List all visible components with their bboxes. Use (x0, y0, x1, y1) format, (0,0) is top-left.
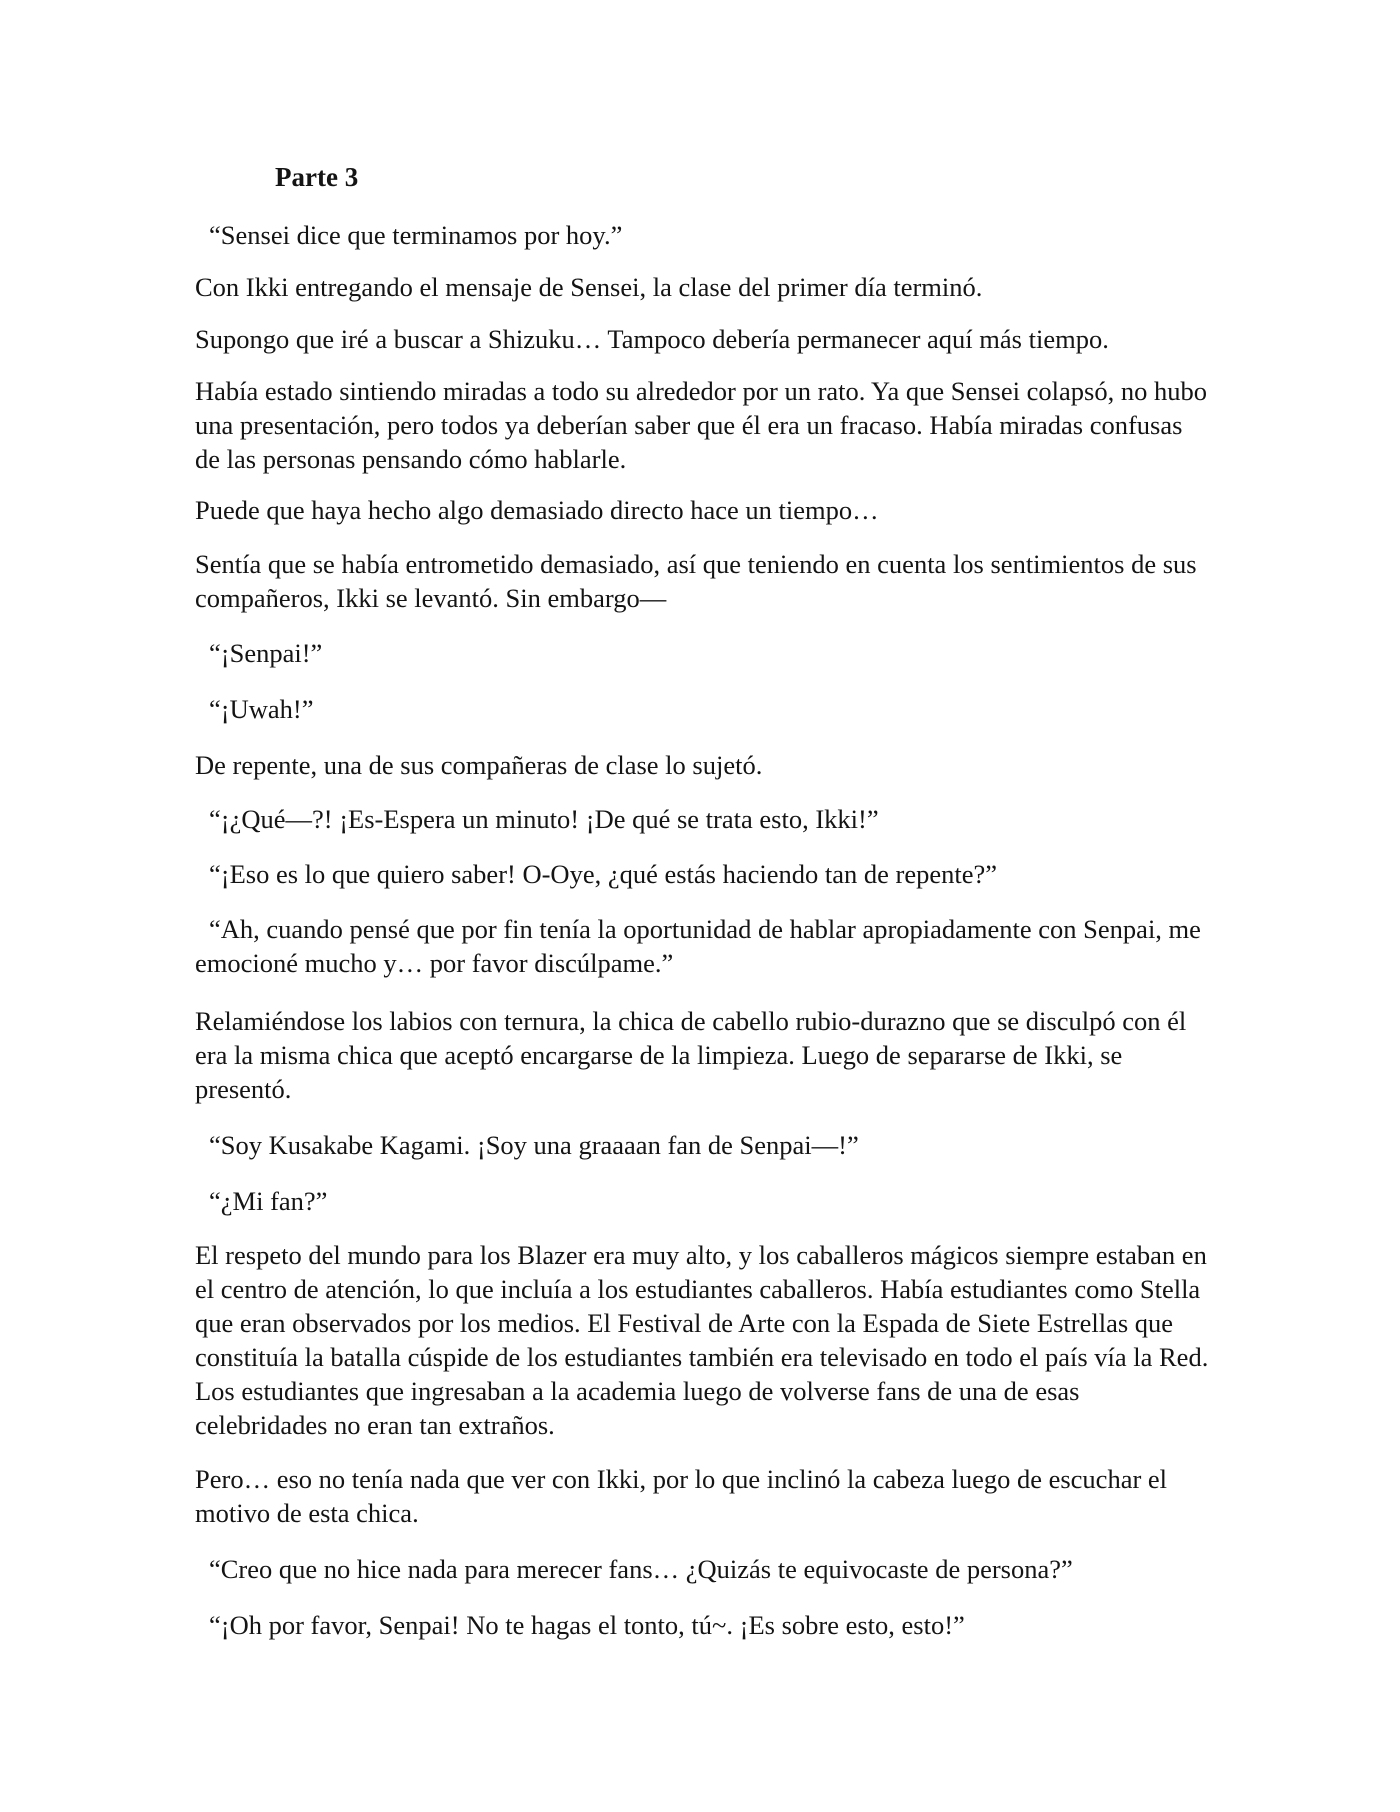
paragraph-10: “¡¿Qué—?! ¡Es-Espera un minuto! ¡De qué se trata esto, Ikki!” (209, 804, 879, 834)
paragraph-18: “Creo que no hice nada para merecer fans… ¿Quizás te equivocaste de persona?” (209, 1554, 1073, 1584)
paragraph-8: “¡Uwah!” (209, 694, 314, 724)
paragraph-5: Puede que haya hecho algo demasiado directo hace un tiempo… (195, 495, 879, 525)
paragraph-15: “¿Mi fan?” (209, 1186, 328, 1216)
paragraph-3: Supongo que iré a buscar a Shizuku… Tampoco debería permanecer aquí más tiempo. (195, 324, 1109, 354)
paragraph-1: “Sensei dice que terminamos por hoy.” (209, 220, 623, 250)
section-heading: Parte 3 (275, 162, 359, 192)
paragraph-13: Relamiéndose los labios con ternura, la chica de cabello rubio-durazno que se disculpó con él era la misma chica que aceptó encargarse de la limpieza. Luego de separarse de Ikki, se presentó. (195, 1006, 1187, 1104)
paragraph-2: Con Ikki entregando el mensaje de Sensei, la clase del primer día terminó. (195, 272, 983, 302)
paragraph-6: Sentía que se había entrometido demasiado, así que teniendo en cuenta los sentimientos de sus compañeros, Ikki se levantó. Sin embargo— (195, 549, 1197, 613)
paragraph-12: “Ah, cuando pensé que por fin tenía la oportunidad de hablar apropiadamente con Senpai, me emocioné mucho y… por favor discúlpame.” (195, 914, 1201, 978)
paragraph-4: Había estado sintiendo miradas a todo su alrededor por un rato. Ya que Sensei colapsó, no hubo una presentación, pero todos ya deberían saber que él era un fracaso. Había miradas confusas de las personas pensando cómo hablarle. (195, 376, 1207, 474)
paragraph-14: “Soy Kusakabe Kagami. ¡Soy una graaaan fan de Senpai—!” (209, 1130, 859, 1160)
paragraph-7: “¡Senpai!” (209, 638, 323, 668)
paragraph-19: “¡Oh por favor, Senpai! No te hagas el tonto, tú~. ¡Es sobre esto, esto!” (209, 1610, 965, 1640)
paragraph-17: Pero… eso no tenía nada que ver con Ikki, por lo que inclinó la cabeza luego de escuchar el motivo de esta chica. (195, 1464, 1168, 1528)
paragraph-11: “¡Eso es lo que quiero saber! O-Oye, ¿qué estás haciendo tan de repente?” (209, 859, 998, 889)
paragraph-9: De repente, una de sus compañeras de clase lo sujetó. (195, 750, 763, 780)
paragraph-16: El respeto del mundo para los Blazer era muy alto, y los caballeros mágicos siempre estaban en el centro de atención, lo que incluía a los estudiantes caballeros. Había estudiantes como Stella que eran observados por los medios. El Festival de Arte con la Espada de Siete Estrellas que constituía la batalla cúspide de los estudiantes también era televisado en todo el país vía la Red. Los estudiantes que ingresaban a la academia luego de volverse fans de una de esas celebridades no eran tan extraños. (195, 1240, 1209, 1440)
